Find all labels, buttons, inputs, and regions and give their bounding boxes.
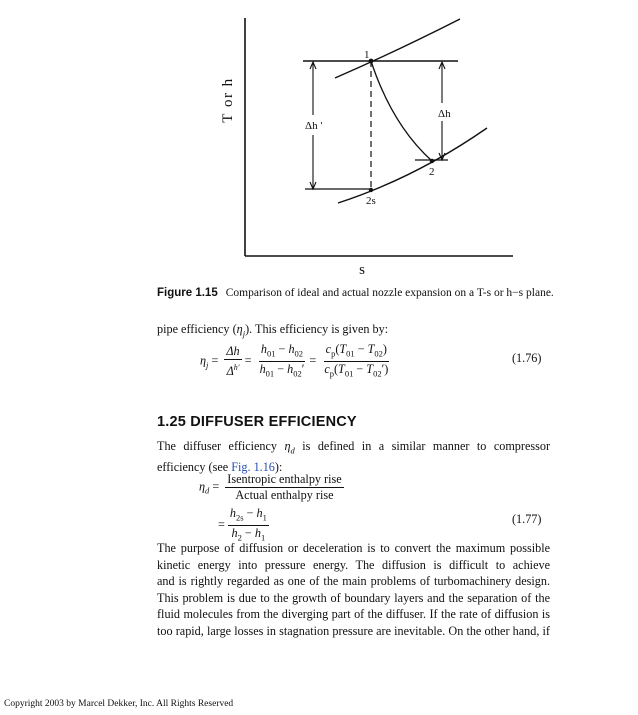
ts-diagram — [0, 0, 638, 280]
point-2-label: 2 — [429, 166, 435, 178]
equation-1-77: = $\frac{h_{2s} - h_1}{h_2 - h_1}$ — [218, 506, 267, 543]
equation-1-77-number: (1.77) — [512, 512, 542, 526]
state-point-2 — [430, 159, 434, 163]
copyright-footer: Copyright 2003 by Marcel Dekker, Inc. All Rights Reserved — [4, 699, 234, 709]
state-point-2s — [369, 188, 373, 192]
eq177-denominator-text: Actual enthalpy rise — [235, 488, 334, 502]
para2-line-2: efficiency (see Fig. 1.16): — [157, 459, 283, 474]
lower-isobar — [338, 128, 487, 203]
para3-line: The purpose of diffusion or deceleration is to convert the maximum possible — [157, 541, 550, 555]
point-2s-label: 2s — [366, 195, 376, 207]
paragraph-pipe-efficiency: pipe efficiency $(\eta_j)$. This efficiency is given by: — [157, 322, 389, 339]
point-1-label: 1 — [364, 49, 370, 61]
para1-text-before: pipe efficiency ( — [157, 322, 237, 336]
figure-caption-text: Comparison of ideal and actual nozzle expansion on a T-s or h−s plane. — [225, 287, 554, 299]
para1-text-after: ). This efficiency is given by: — [245, 322, 389, 336]
para3-line: kinetic energy into pressure energy. The diffusion is difficult to achieve — [157, 557, 550, 572]
figure-caption-label: Figure 1.15 — [157, 287, 218, 299]
para3-line: too rapid, large losses in stagnation pressure are inevitable. On the other hand, if — [157, 623, 550, 638]
equation-1-77-definition: $\eta_d$ = $\frac{\text{Isentropic enthalpy rise}}{\text{Actual enthalpy rise}}$ — [199, 472, 342, 502]
figure-caption — [157, 287, 577, 299]
section-heading: 1.25 DIFFUSER EFFICIENCY — [157, 414, 357, 430]
delta-h-actual-label: Δh — [438, 108, 451, 120]
figure-1-16-link[interactable]: Fig. 1.16 — [231, 459, 275, 474]
para3-line: This problem is due to the growth of boundary layers and the separation of the — [157, 590, 550, 605]
actual-expansion-curve — [371, 61, 432, 161]
eq177-numerator-text: Isentropic enthalpy rise — [227, 472, 342, 486]
delta-h-ideal-label: Δh ' — [305, 120, 323, 132]
equation-1-76-number: (1.76) — [512, 351, 542, 365]
para3-line: and is rightly regarded as one of the main problems of turbomachinery design. — [157, 574, 550, 588]
equation-1-76: $\eta_j$ = $\frac{\Delta h}{\Delta^{h'}}$ = $\frac{h_{01} - h_{02}}{h_{01} - h_{02}'}$ = $\frac{c_p(T_{01} - T_{02})}{c_p(T_{01} - T_{02}')}$ — [200, 342, 389, 379]
y-axis-label: T or h — [220, 77, 236, 123]
para3-line: fluid molecules from the diverging part of the diffuser. If the rate of diffusion is — [157, 607, 550, 621]
upper-isobar — [335, 19, 460, 78]
paragraph-purpose-of-diffusion — [157, 540, 550, 639]
para2-line-1: The diffuser efficiency $\eta_d$ is defined in a similar manner to compressor — [157, 439, 551, 456]
paragraph-diffuser-efficiency — [157, 438, 550, 475]
x-axis-label: s — [359, 262, 365, 278]
